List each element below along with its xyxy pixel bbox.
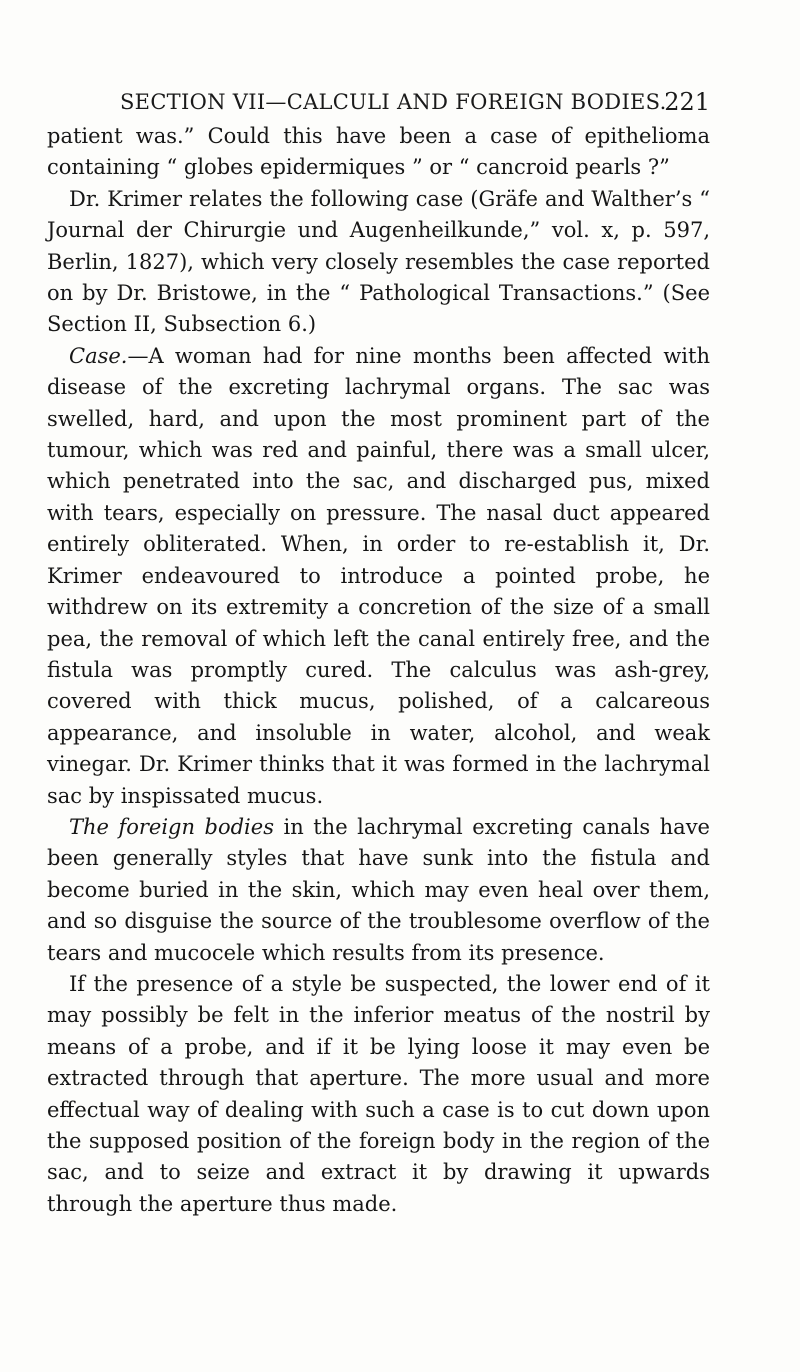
page-number: 221 xyxy=(664,88,710,116)
paragraph-text: patient was.” Could this have been a case of epithelioma containing “ globes epidermiques ” or “ cancroid pearls ?” xyxy=(47,124,710,180)
paragraph xyxy=(47,812,710,969)
running-head: SECTION VII—CALCULI AND FOREIGN BODIES. xyxy=(120,90,667,114)
paragraph-text: in the lachrymal excreting canals have been generally styles that have sunk into the fistula and become buried in the skin, which may even heal over them, and so disguise the source of the troublesome overflow of the tears and mucocele which results from its presence. xyxy=(47,814,710,965)
section-lead: The foreign bodies xyxy=(69,814,274,839)
page-header xyxy=(120,90,710,124)
paragraph xyxy=(47,341,710,812)
paragraph-text: Dr. Krimer relates the following case (Gräfe and Walther’s “ Journal der Chirurgie und Augenheilkunde,” vol. x, p. 597, Berlin, 1827), which very closely resembles the case reported on by Dr. Bristowe, in the “ Pathological Transactions.” (See Section II, Subsection 6.) xyxy=(47,186,710,337)
paragraph-text: If the presence of a style be suspected, the lower end of it may possibly be felt in the inferior meatus of the nostril by means of a probe, and if it be lying loose it may even be extracted through that aperture. The more usual and more effectual way of dealing with such a case is to cut down upon the supposed position of the foreign body in the region of the sac, and to seize and extract it by drawing it upwards through the aperture thus made. xyxy=(47,971,710,1216)
paragraph xyxy=(47,121,710,184)
body-text xyxy=(47,121,710,1220)
paragraph xyxy=(47,184,710,341)
paragraph-text: —A woman had for nine months been affected with disease of the excreting lachrymal organs. The sac was swelled, hard, and upon the most prominent part of the tumour, which was red and painful, there was a small ulcer, which penetrated into the sac, and discharged pus, mixed with tears, especially on pressure. The nasal duct appeared entirely obliterated. When, in order to re-establish it, Dr. Krimer endeavoured to introduce a pointed probe, he withdrew on its extremity a concretion of the size of a small pea, the removal of which left the canal entirely free, and the fistula was promptly cured. The calculus was ash-grey, covered with thick mucus, polished, of a calcareous appearance, and insoluble in water, alcohol, and weak vinegar. Dr. Krimer thinks that it was formed in the lachrymal sac by inspissated mucus. xyxy=(47,343,710,808)
case-heading: Case. xyxy=(69,343,128,368)
paragraph xyxy=(47,969,710,1220)
